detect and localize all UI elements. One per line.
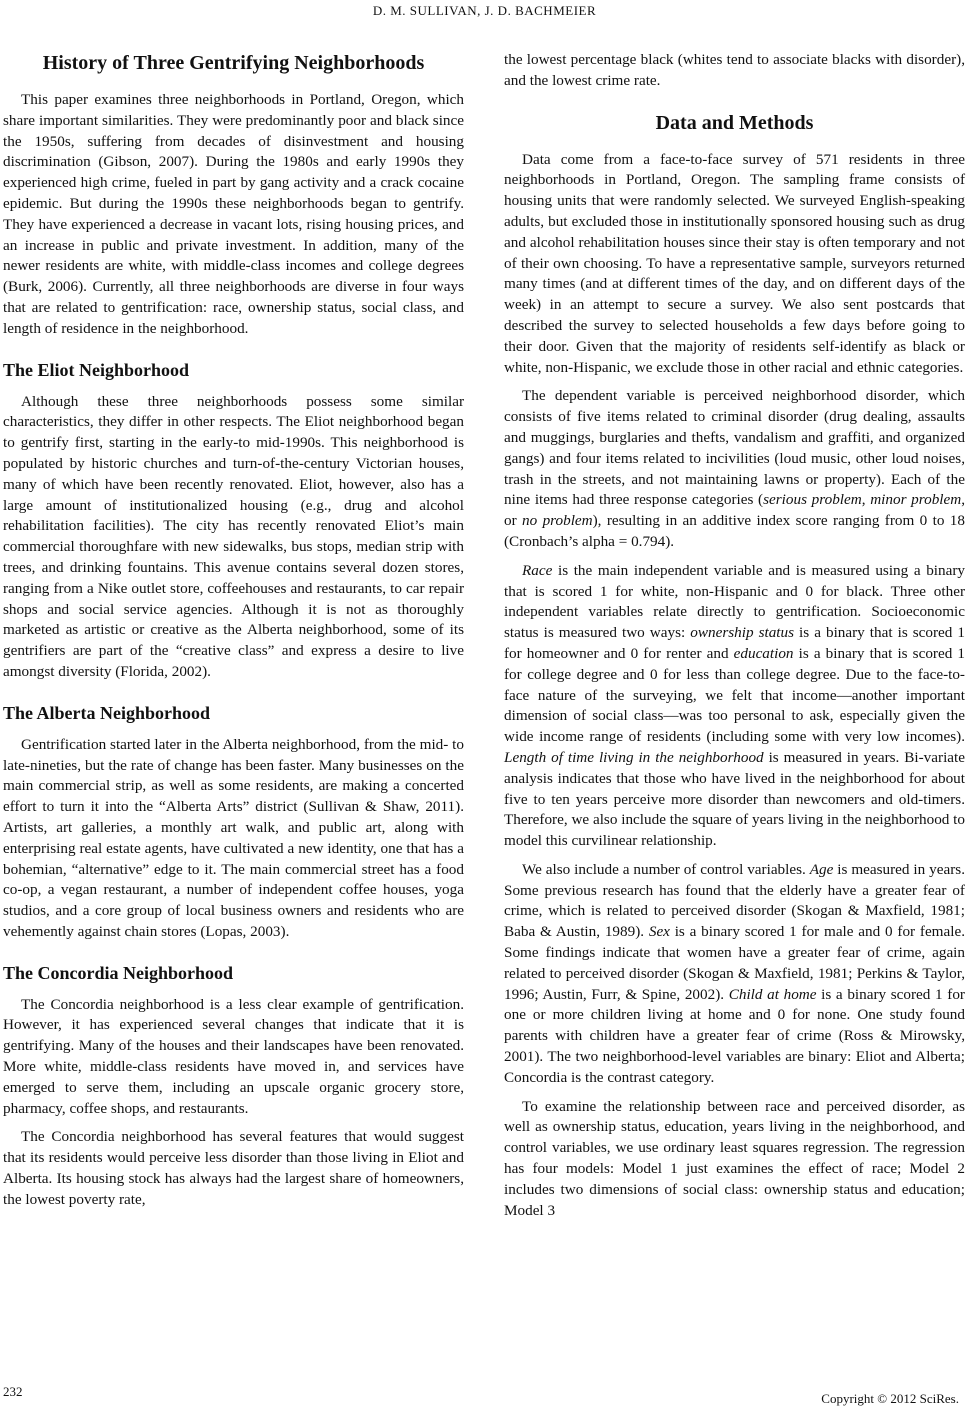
- paragraph-control-variables: [504, 860, 965, 1089]
- page-number: 232: [3, 1384, 23, 1399]
- running-head: D. M. SULLIVAN, J. D. BACHMEIER: [372, 3, 597, 18]
- paragraph-concordia-1: The Concordia neighborhood is a less clear example of gentrification. However, it has experienced several changes that indicate that it is gentrifying. Many of the houses and their landscapes have been renovated. More white, middle-class residents have moved in, and services have emerged to serve them, including an upscale organic grocery store, pharmacy, coffee shops, and restaurants.: [3, 995, 464, 1117]
- paragraph-intro: This paper examines three neighborhoods in Portland, Oregon, which share important similarities. They were predominantly poor and black since the 1950s, suffering from decades of disinvestment and housing discrimination (Gibson, 2007). During the 1980s and early 1990s they experienced high crime, fueled in part by gang activity and a crack cocaine epidemic. But during the 1990s these neighborhoods began to gentrify. They have experienced a decrease in vacant lots, rising housing prices, and an increase in public and private investment. In addition, many of the newer residents are white, with middle-class incomes and college degrees (Burk, 2006). Currently, all three neighborhoods are diverse in four ways that are related to gentrification: race, ownership status, social class, and length of residence in the neighborhood.: [3, 91, 464, 337]
- term-sex: Sex: [648, 923, 670, 941]
- heading-alberta: The Alberta Neighborhood: [3, 702, 211, 723]
- paragraph-concordia-2: The Concordia neighborhood has several features that would suggest that its residents would perceive less disorder than those living in Eliot and Alberta. Its housing stock has always had the largest share of homeowners, the lowest poverty rate,: [3, 1128, 464, 1208]
- text-run: is the main independent variable and is measured using a binary that is scored 1 for white, non-Hispanic and 0 for black. Three other independent variables relate directly to gentrification. Socioeconomic status is measured two ways:: [504, 561, 965, 642]
- section-title-history: History of Three Gentrifying Neighborhoods: [42, 52, 425, 74]
- text-run: ,: [861, 491, 871, 509]
- copyright-notice: Copyright © 2012 SciRes.: [821, 1391, 959, 1406]
- paragraph-data-1: Data come from a face-to-face survey of 571 residents in three neighborhoods in Portland, Oregon. The sampling frame consists of housing units that were randomly selected. We surveyed English-speaking adults, but excluded those in institutionally sponsored housing such as drug and alcohol rehabilitation houses since their stay is often temporary and not of their own choosing. To have a representative sample, surveyors returned many times (and at different times of the day, and on different days of the week) in an attempt to secure a survey. We also sent postcards that described the survey to selected households a few days before going to their door. Given that the majority of residents self-identify as black or white, non-Hispanic, we exclude those in other racial and ethnic categories.: [504, 150, 965, 376]
- right-column: [504, 50, 965, 1221]
- term-age: Age: [809, 860, 834, 878]
- text-run: is a binary that is scored 1 for homeowner and 0 for renter and: [504, 624, 966, 662]
- left-column: [3, 50, 464, 1211]
- heading-concordia: The Concordia Neighborhood: [3, 962, 234, 983]
- text-run: is measured in years. Some previous research has found that the elderly have a greater fear of crime, which is related to perceived disorder (Skogan & Maxfield, 1981; Baba & Austin, 1989).: [504, 860, 965, 941]
- text-run: is a binary scored 1 for male and 0 for female. Some findings indicate that women have a greater fear of crime, again related to perceived disorder (Skogan & Maxfield, 1981; Perkins & Taylor, 1996; Austin, Furr, & Spine, 2002).: [504, 923, 965, 1003]
- paragraph-continuation: the lowest percentage black (whites tend to associate blacks with disorder), and the lowest crime rate.: [504, 51, 965, 89]
- text-run: is a binary scored 1 for one or more children living at home and 0 for none. One study found parents with children have a greater fear of crime (Ross & Mirowsky, 2001). The two neighborhood-level variables are binary: Eliot and Alberta; Concordia is the contrast category.: [504, 985, 965, 1086]
- paragraph-dependent-variable: [504, 386, 965, 552]
- term-race: Race: [522, 561, 553, 579]
- term-education: education: [733, 644, 794, 662]
- paragraph-independent-variables: [504, 561, 965, 852]
- paragraph-eliot: Although these three neighborhoods possess some similar characteristics, they differ in other respects. The Eliot neighborhood began to gentrify first, starting in the early-to mid-1990s. This neighborhood is populated by historic churches and turn-of-the-century Victorian houses, many of which have been recently renovated. Eliot, however, also has a large amount of institutionalized housing (e.g., drug and alcohol rehabilitation facilities). The city has recently renovated Eliot’s main commercial thoroughfare with new sidewalks, bus stops, median strip with trees, and drinking fountains. This avenue contains several dozen stores, ranging from a Nike outlet store, coffeehouses and restaurants, to car repair shops and social service agencies. Although it is not as thoroughly marketed as artistic or creative as the Alberta neighborhood, some of its gentrifiers are part of the “creative class” and express a desire to live amongst diversity (Florida, 2002).: [3, 392, 464, 680]
- term-child-at-home: Child at home: [728, 985, 817, 1003]
- term-ownership-status: ownership status: [690, 624, 795, 642]
- text-run: We also include a number of control variables.: [522, 860, 810, 878]
- term-length-of-time: Length of time living in the neighborhood: [504, 748, 764, 766]
- text-run: , or: [504, 491, 966, 530]
- text-run: is measured in years. Bi-variate analysis indicates that those who have lived in the neighborhood for about five to ten years perceive more disorder than newcomers and old-timers. Therefore, we also include the square of years living in the neighborhood to model this curvilinear relationship.: [504, 748, 965, 850]
- term-no-problem: no problem: [522, 512, 593, 530]
- section-title-data-methods: Data and Methods: [655, 111, 814, 134]
- heading-eliot: The Eliot Neighborhood: [3, 359, 190, 380]
- term-serious-problem: serious problem: [763, 491, 862, 509]
- paragraph-alberta: Gentrification started later in the Alberta neighborhood, from the mid- to late-nineties, but the rate of change has been faster. Many businesses on the main commercial strip, as well as some residents, are making a concerted effort to turn it into the “Alberta Arts” district (Sullivan & Shaw, 2011). Artists, art galleries, a monthly art walk, and public art, along with enterprising real estate agents, have cultivated a new identity, one that has a bohemian, “alternative” edge to it. The main commercial street has a food co-op, a vegan restaurant, a number of independent coffee houses, yoga studios, and a core group of local business owners and residents who are vehemently against chain stores (Lopas, 2003).: [3, 735, 464, 940]
- paragraph-regression: To examine the relationship between race and perceived disorder, as well as ownership status, education, years living in the neighborhood, and control variables, we use ordinary least squares regression. The regression has four models: Model 1 just examines the effect of race; Model 2 includes two dimensions of social class: ownership status and education; Model 3: [504, 1097, 965, 1219]
- text-run: is a binary that is scored 1 for college degree and 0 for less than college degree. Due to the face-to-face nature of the surveying, we felt that income—another important dimension of social class—was too personal to ask, especially given the wide income range of residents (including some with very low incomes).: [504, 644, 965, 746]
- text-run: The dependent variable is perceived neighborhood disorder, which consists of five items related to criminal disorder (drug dealing, assaults and muggings, burglaries and thefts, vandalism and graffiti, and organized gangs) and four items related to incivilities (loud music, other loud noises, trash in the streets, and not maintaining lawns or property). Each of the nine items had three response categories (: [504, 387, 965, 509]
- term-minor-problem: minor problem: [870, 491, 962, 509]
- text-run: ), resulting in an additive index score ranging from 0 to 18 (Cronbach’s alpha = 0.794).: [504, 512, 965, 550]
